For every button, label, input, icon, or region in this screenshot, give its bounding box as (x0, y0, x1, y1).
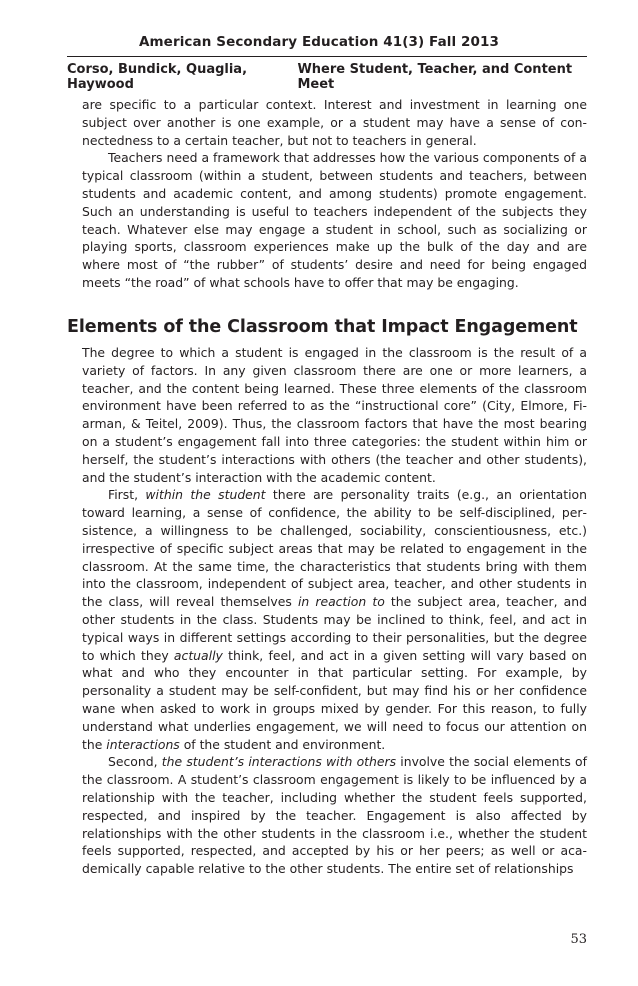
emphasis-within-student: within the student (145, 487, 266, 503)
section-paragraph-1: The degree to which a student is engaged in the classroom is the result of a variety of factors. In any given classroom there are one or more learners, a teacher, and the content being learned. These three elements of the classroom environment have been referred to as the “instructional core” (City, Elmore, Fiarman, & Teitel, 2009). Thus, the classroom factors that have the most bearing on a student’s engagement fall into three categories: the student within him or herself, the student’s interactions with others (the teacher and other students), and the student’s interaction with the academic content. (82, 345, 587, 485)
header-rule (67, 56, 587, 57)
text-run: think, feel, and act in a given setting will vary based on what and who they encounter in that particular setting. For example, by personality a student may be self-confident, but may find his or her confidence wane when asked to work in groups mixed by gender. For this reason, to fully understand what underlies engagement, we will need to focus our attention on the (82, 647, 587, 752)
running-head-title: Where Student, Teacher, and Content Meet (297, 62, 573, 92)
section-paragraph-3 (82, 753, 587, 878)
running-head-authors: Corso, Bundick, Quaglia, Haywood (67, 62, 248, 92)
text-run: the subject area, teacher, and other students in the class. Students may be inclined to think, feel, and act in typical ways in different settings according to their personalities, but the degree to which they (82, 594, 587, 663)
emphasis-in-reaction-to: in reaction to (297, 594, 385, 610)
intro-paragraph-2: Teachers need a framework that addresses how the various components of a typical classroom (within a student, between students and teachers, between students and academic content, and among students) promote engagement. Such an understanding is useful to teachers independent of the subjects they teach. Whatever else may engage a student in school, such as socializing or playing sports, classroom experiences make up the bulk of the day and are where most of “the rubber” of students’ desire and need for being engaged meets “the road” of what schools have to offer that may be engaging. (82, 150, 587, 290)
text-run: Second, (108, 754, 162, 770)
page-number: 53 (570, 932, 587, 947)
journal-title: American Secondary Education 41(3) Fall 2013 (138, 34, 500, 50)
section-paragraph-2 (82, 486, 587, 753)
text-run: First, (108, 487, 146, 503)
text-run: there are personality traits (e.g., an orientation toward learning, a sense of confidence, the ability to be self-disciplined, persistence, a willingness to be challenged, sociability, conscientiousness, etc.) irrespective of specific subject areas that may be related to engagement in the classroom. At the same time, the characteristics that students bring with them into the classroom, independent of subject area, teacher, and other students in the class, will reveal themselves (82, 487, 587, 610)
emphasis-interactions: interactions (106, 736, 180, 752)
section-heading: Elements of the Classroom that Impact Engagement (67, 317, 578, 337)
emphasis-interactions-with-others: the student’s interactions with others (161, 754, 397, 770)
text-run: involve the social elements of the classroom. A student’s classroom engagement is likely to be influenced by a relationship with the teacher, including whether the student feels supported, respected, and inspired by the teacher. Engagement is also affected by relationships with the other students in the classroom i.e., whether the student feels supported, respected, and accepted by his or her peers; as well or academically capable relative to the other students. The entire set of relationships (82, 754, 587, 877)
running-head (67, 62, 587, 92)
intro-body (82, 96, 587, 292)
emphasis-actually: actually (173, 647, 223, 663)
intro-paragraph-1: are specific to a particular context. Interest and investment in learning one subject over another is one example, or a student may have a sense of connectedness to a certain teacher, but not to teachers in general. (82, 97, 587, 148)
section-body (82, 344, 587, 878)
text-run: of the student and environment. (179, 736, 386, 752)
